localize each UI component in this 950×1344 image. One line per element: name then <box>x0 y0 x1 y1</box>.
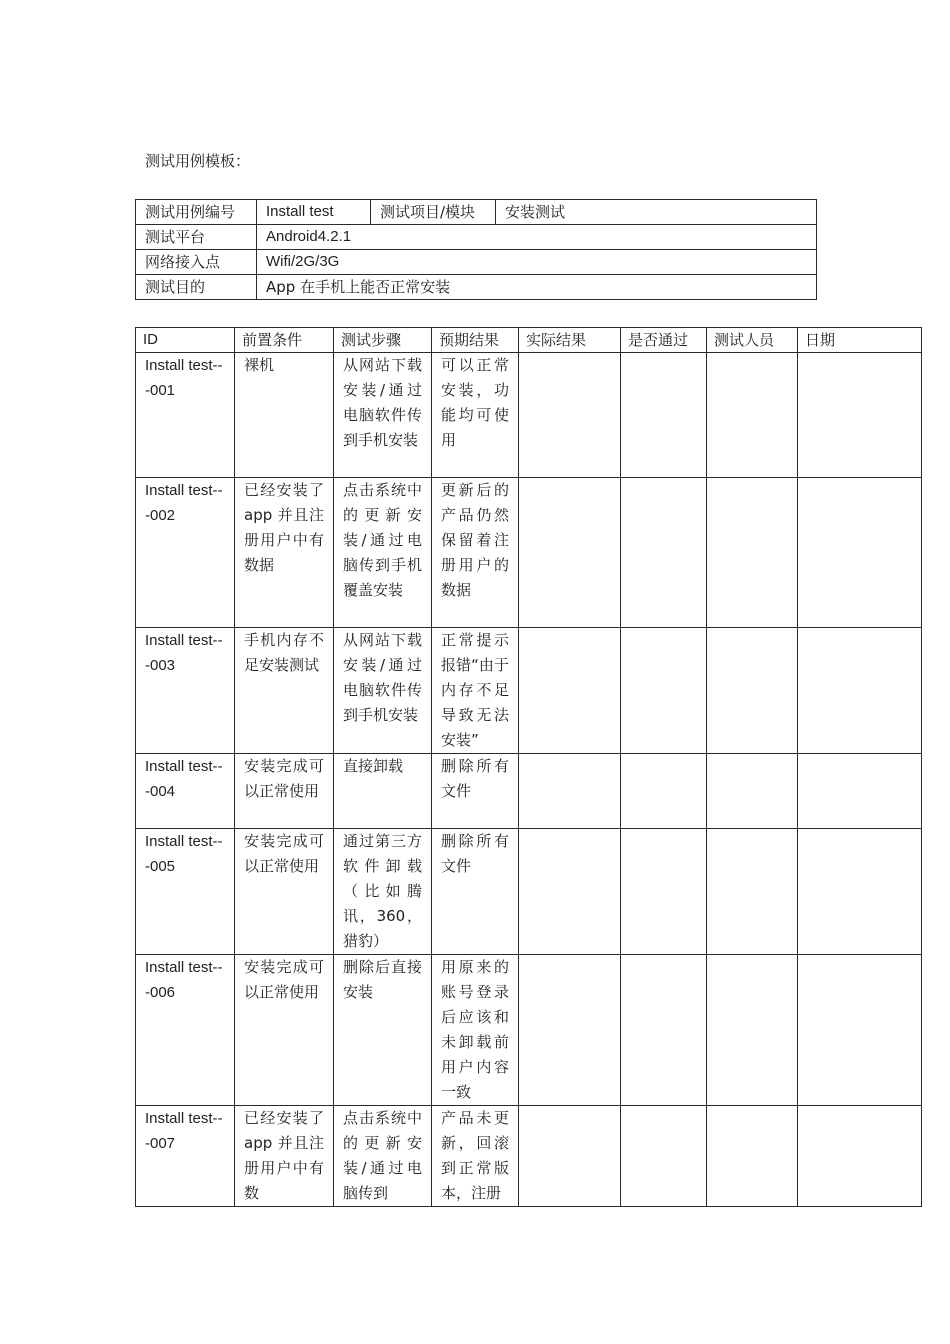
case-date <box>798 754 922 829</box>
info-row-case-number <box>136 200 817 225</box>
case-id: Install test---005 <box>136 829 235 955</box>
table-row <box>136 955 922 1106</box>
info-label-module: 测试项目/模块 <box>371 200 496 225</box>
case-id: Install test---002 <box>136 478 235 628</box>
info-label-case-number: 测试用例编号 <box>136 200 257 225</box>
case-passed <box>621 628 707 754</box>
case-tester <box>707 829 798 955</box>
case-actual <box>519 955 621 1106</box>
case-id: Install test---003 <box>136 628 235 754</box>
test-info-table <box>135 199 817 300</box>
case-passed <box>621 1106 707 1207</box>
case-date <box>798 478 922 628</box>
case-expected: 用原来的账号登录后应该和未卸载前用户内容一致 <box>432 955 519 1106</box>
case-date <box>798 955 922 1106</box>
case-expected: 正常提示报错“由于内存不足导致无法安装” <box>432 628 519 754</box>
page-title: 测试用例模板： <box>145 152 251 170</box>
case-tester <box>707 754 798 829</box>
info-row-platform <box>136 225 817 250</box>
case-steps: 从网站下载安装/通过电脑软件传到手机安装 <box>334 353 432 478</box>
case-actual <box>519 754 621 829</box>
info-row-purpose <box>136 275 817 300</box>
table-row <box>136 754 922 829</box>
header-id: ID <box>136 328 235 353</box>
case-precondition: 安装完成可以正常使用 <box>235 829 334 955</box>
case-precondition: 安装完成可以正常使用 <box>235 955 334 1106</box>
case-passed <box>621 829 707 955</box>
info-value-case-number: Install test <box>257 200 371 225</box>
info-label-network: 网络接入点 <box>136 250 257 275</box>
case-expected: 删除所有文件 <box>432 754 519 829</box>
header-expected: 预期结果 <box>432 328 519 353</box>
case-date <box>798 829 922 955</box>
case-tester <box>707 628 798 754</box>
test-case-table <box>135 327 922 1207</box>
case-date <box>798 1106 922 1207</box>
header-date: 日期 <box>798 328 922 353</box>
table-row <box>136 628 922 754</box>
info-label-purpose: 测试目的 <box>136 275 257 300</box>
case-actual <box>519 628 621 754</box>
case-actual <box>519 829 621 955</box>
case-passed <box>621 353 707 478</box>
case-passed <box>621 478 707 628</box>
case-id: Install test---004 <box>136 754 235 829</box>
case-date <box>798 628 922 754</box>
case-actual <box>519 478 621 628</box>
case-tester <box>707 478 798 628</box>
case-precondition: 手机内存不足安装测试 <box>235 628 334 754</box>
header-steps: 测试步骤 <box>334 328 432 353</box>
case-id: Install test---006 <box>136 955 235 1106</box>
table-row <box>136 1106 922 1207</box>
info-value-network: Wifi/2G/3G <box>257 250 817 275</box>
info-value-platform: Android4.2.1 <box>257 225 817 250</box>
table-row <box>136 829 922 955</box>
info-row-network <box>136 250 817 275</box>
info-label-platform: 测试平台 <box>136 225 257 250</box>
case-expected: 删除所有文件 <box>432 829 519 955</box>
header-actual: 实际结果 <box>519 328 621 353</box>
case-passed <box>621 754 707 829</box>
case-expected: 可以正常安装，功能均可使用 <box>432 353 519 478</box>
case-steps: 删除后直接安装 <box>334 955 432 1106</box>
case-steps: 直接卸载 <box>334 754 432 829</box>
case-table-header <box>136 328 922 353</box>
case-tester <box>707 1106 798 1207</box>
case-steps: 点击系统中的更新安装/通过电脑传到手机覆盖安装 <box>334 478 432 628</box>
case-steps: 点击系统中的更新安装/通过电脑传到 <box>334 1106 432 1207</box>
case-expected: 产品未更新，回滚到正常版本，注册 <box>432 1106 519 1207</box>
table-row <box>136 353 922 478</box>
case-steps: 通过第三方软件卸载（比如腾讯，360，猎豹） <box>334 829 432 955</box>
case-id: Install test---001 <box>136 353 235 478</box>
info-value-module: 安装测试 <box>496 200 817 225</box>
header-tester: 测试人员 <box>707 328 798 353</box>
case-precondition: 已经安装了 app 并且注册用户中有数据 <box>235 478 334 628</box>
table-row <box>136 478 922 628</box>
case-tester <box>707 353 798 478</box>
case-precondition: 安装完成可以正常使用 <box>235 754 334 829</box>
case-actual <box>519 353 621 478</box>
case-date <box>798 353 922 478</box>
header-passed: 是否通过 <box>621 328 707 353</box>
case-steps: 从网站下载安装/通过电脑软件传到手机安装 <box>334 628 432 754</box>
case-precondition: 已经安装了 app 并且注册用户中有数 <box>235 1106 334 1207</box>
case-tester <box>707 955 798 1106</box>
header-precondition: 前置条件 <box>235 328 334 353</box>
case-passed <box>621 955 707 1106</box>
case-expected: 更新后的产品仍然保留着注册用户的数据 <box>432 478 519 628</box>
case-id: Install test---007 <box>136 1106 235 1207</box>
case-precondition: 裸机 <box>235 353 334 478</box>
info-value-purpose: App 在手机上能否正常安装 <box>257 275 817 300</box>
case-actual <box>519 1106 621 1207</box>
